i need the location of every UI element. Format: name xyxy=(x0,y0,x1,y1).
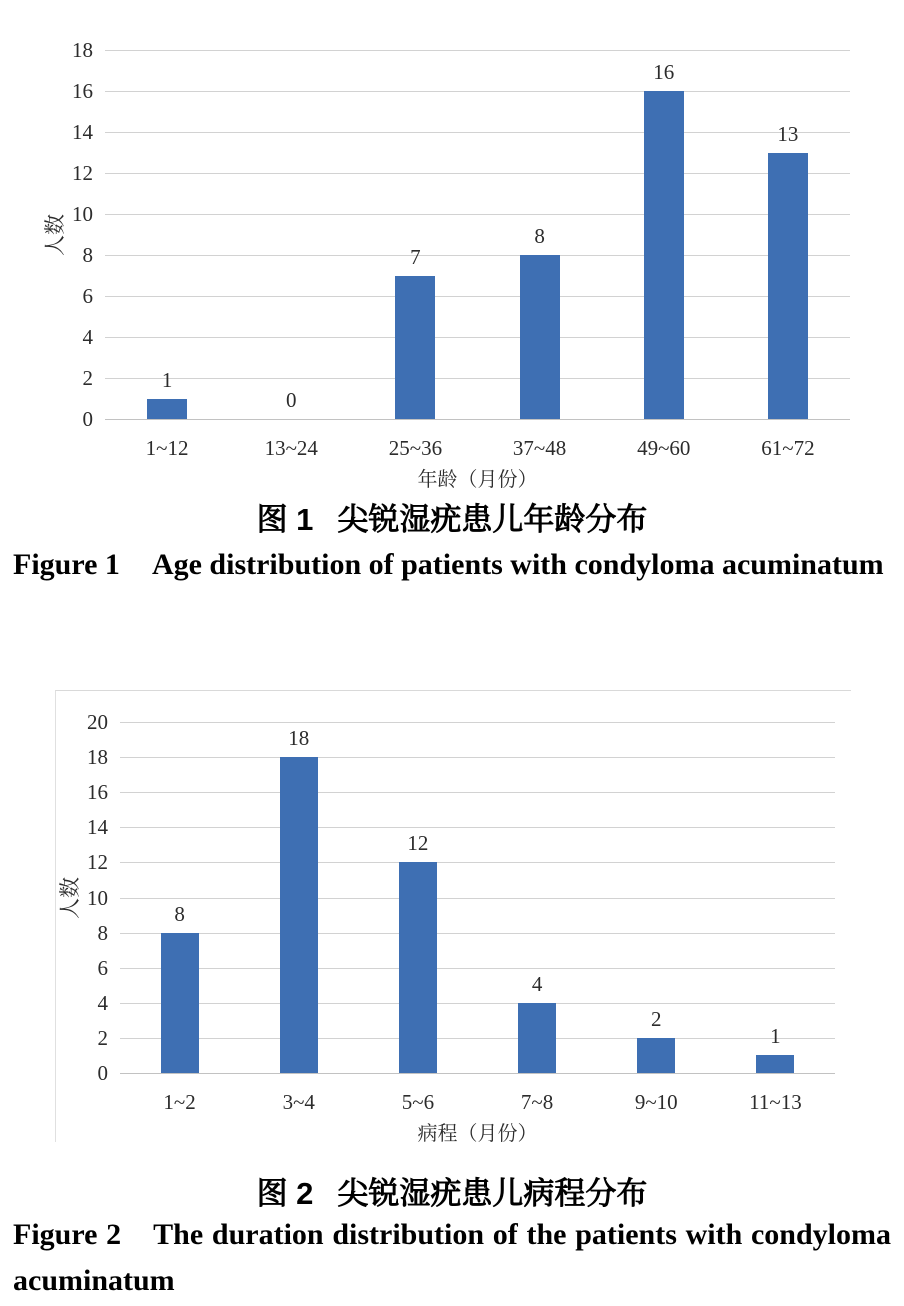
bar xyxy=(644,91,684,419)
bar xyxy=(520,255,560,419)
x-tick-label: 1~12 xyxy=(145,436,189,460)
bar-value-label: 12 xyxy=(407,831,429,856)
bar-value-label: 18 xyxy=(288,726,310,751)
gridline xyxy=(120,1038,835,1039)
figure-2-caption-zh-label: 图 2 xyxy=(256,1176,314,1211)
y-tick-label: 4 xyxy=(82,325,93,349)
figure-2-caption-zh xyxy=(0,1168,904,1213)
gridline xyxy=(105,296,850,297)
gridline xyxy=(120,792,835,793)
x-tick-label: 9~10 xyxy=(634,1090,678,1114)
y-tick-label: 8 xyxy=(82,243,93,267)
bar-value-label: 1 xyxy=(770,1024,781,1049)
y-tick-label: 4 xyxy=(97,990,108,1015)
bar-value-label: 2 xyxy=(651,1006,662,1031)
gridline xyxy=(120,933,835,934)
bar xyxy=(518,1003,556,1073)
figure-2-caption-zh-text: 尖锐湿疣患儿病程分布 xyxy=(337,1176,648,1211)
bar-value-label: 8 xyxy=(174,901,185,926)
gridline xyxy=(105,214,850,215)
y-tick-label: 0 xyxy=(82,407,93,431)
figure-1-caption-en-label: Figure 1 xyxy=(13,548,120,581)
figure-1-caption-zh-label: 图 1 xyxy=(256,502,314,537)
bar-value-label: 16 xyxy=(653,60,675,84)
y-axis-title: 人数 xyxy=(43,213,67,256)
gridline xyxy=(105,337,850,338)
gridline xyxy=(120,898,835,899)
y-tick-label: 12 xyxy=(72,161,93,185)
bar-value-label: 1 xyxy=(161,367,173,392)
bar-value-label: 0 xyxy=(286,388,297,412)
bar xyxy=(399,862,437,1073)
y-tick-label: 14 xyxy=(72,120,93,144)
y-tick-label: 2 xyxy=(82,366,93,390)
gridline xyxy=(120,968,835,969)
bar xyxy=(395,276,435,420)
x-tick-label: 49~60 xyxy=(637,436,691,460)
y-tick-label: 16 xyxy=(87,780,108,805)
y-tick-label: 2 xyxy=(97,1025,108,1050)
bar xyxy=(147,399,187,420)
figure-1-caption-en-text: Age distribution of patients with condyloma acuminatum xyxy=(151,548,884,581)
figure-2-duration-distribution-chart xyxy=(55,690,851,1145)
y-tick-label: 6 xyxy=(97,955,108,980)
x-axis-title: 年龄（月份） xyxy=(417,469,538,491)
x-tick-label: 5~6 xyxy=(401,1090,435,1114)
gridline xyxy=(105,50,850,51)
y-tick-label: 8 xyxy=(97,920,108,945)
y-tick-label: 0 xyxy=(97,1061,108,1085)
gridline xyxy=(105,378,850,379)
y-tick-label: 10 xyxy=(87,885,108,910)
gridline xyxy=(120,1003,835,1004)
x-tick-label: 61~72 xyxy=(761,436,815,460)
x-tick-label: 3~4 xyxy=(282,1090,315,1114)
x-tick-label: 7~8 xyxy=(520,1090,554,1114)
y-tick-label: 18 xyxy=(87,745,108,770)
gridline xyxy=(120,722,835,723)
bar xyxy=(768,153,808,420)
figure-1-caption-en xyxy=(13,542,891,588)
x-tick-label: 11~13 xyxy=(749,1090,802,1114)
bar-value-label: 13 xyxy=(777,121,799,146)
x-tick-label: 13~24 xyxy=(264,436,318,460)
gridline xyxy=(105,255,850,256)
figure-1-caption-zh xyxy=(0,494,904,539)
bar xyxy=(637,1038,675,1073)
figure-1-age-distribution-chart xyxy=(0,30,904,510)
y-tick-label: 6 xyxy=(82,284,93,308)
y-tick-label: 12 xyxy=(87,850,108,875)
y-tick-label: 18 xyxy=(72,38,93,62)
bar-value-label: 4 xyxy=(531,971,543,996)
x-tick-label: 1~2 xyxy=(163,1090,196,1114)
figure-1-caption-zh-text: 尖锐湿疣患儿年龄分布 xyxy=(337,502,648,537)
y-axis-title: 人数 xyxy=(58,876,82,919)
gridline xyxy=(105,173,850,174)
figure-2-caption-en-text: The duration distribution of the patients with condyloma acuminatum xyxy=(13,1218,892,1297)
figure-2-caption-en-label: Figure 2 xyxy=(13,1218,122,1251)
gridline xyxy=(120,862,835,863)
bar-value-label: 7 xyxy=(410,244,421,269)
y-tick-label: 16 xyxy=(72,79,93,103)
gridline xyxy=(105,419,850,420)
x-tick-label: 37~48 xyxy=(512,436,567,460)
bar-value-label: 8 xyxy=(534,224,545,248)
bar xyxy=(280,757,318,1073)
bar xyxy=(756,1055,794,1073)
y-tick-label: 20 xyxy=(87,710,108,734)
gridline xyxy=(105,91,850,92)
x-tick-label: 25~36 xyxy=(388,436,443,460)
y-tick-label: 10 xyxy=(72,202,93,226)
gridline xyxy=(120,757,835,758)
x-axis-title: 病程（月份） xyxy=(417,1123,538,1145)
gridline xyxy=(120,1073,835,1074)
gridline xyxy=(120,827,835,828)
bar xyxy=(161,933,199,1073)
y-tick-label: 14 xyxy=(87,815,108,840)
figure-2-caption-en xyxy=(13,1212,891,1304)
gridline xyxy=(105,132,850,133)
